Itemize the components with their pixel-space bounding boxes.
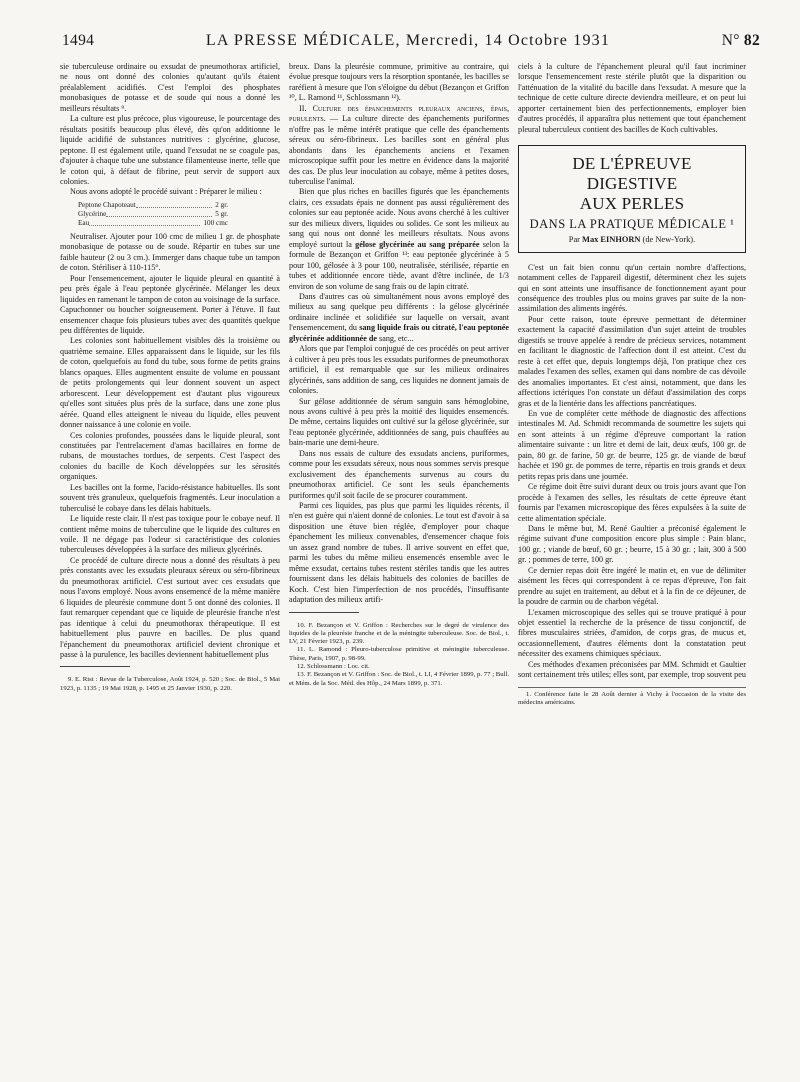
footnote-rule xyxy=(289,612,359,613)
paragraph: Nous avons adopté le procédé suivant : Préparer le milieu : xyxy=(70,187,262,197)
paragraph: Sur gélose additionnée de sérum sanguin sans hémoglobine, nous avons cultivé à peu près la moitié des liquides ensemencés. De même, certains liquides ont cultivé sur la gélose glycérinée, sur l'eau peptonée glycérinée, additionnées de sang, puis chauffées au bain-marie une demi-heure. xyxy=(289,396,509,448)
paragraph: L'examen microscopique des selles qui se trouve pratiqué à pour objet essentiel la recherche de la présence de tissu conjonctif, de fibres musculaires striées, d'amidon, de corps gras, de mucus et, occasionnellement, d'autres éléments dont la constatation peut nécessiter des examens chimiques spéciaux. xyxy=(518,607,746,659)
paragraph: Ces colonies profondes, poussées dans le liquide pleural, sont constituées par l'entrelacement d'amas bacillaires en forme de rubans, de moustaches tordues, de serpents. C'est l'aspect des colonies du bacille de Koch développées sur les sérosités organiques. xyxy=(60,430,280,482)
paragraph: Les colonies sont habituellement visibles dès la troisième ou quatrième semaine. Elles apparaissent dans le liquide, sur les fils de coton, quelquefois au fond du tube, sous forme de petits grains blancs opaques. Elles augmentent ensuite de volume en poussant de petits prolongements qui leur donnent souvent un aspect arborescent. Leur développement est d'autant plus vigoureux qu'elles sont situées plus près de la surface, dans une zone plus aérée. Quand elles atteignent le niveau du liquide, elles peuvent donner naissance à une colonie en voile. xyxy=(60,336,280,430)
section-heading: II. Culture des épanchements pleuraux anciens, épais, purulents. xyxy=(289,103,509,124)
issue-value: 82 xyxy=(743,32,760,49)
footnotes xyxy=(289,619,509,688)
footnote: 1. Conférence faite le 28 Août dernier à Vichy à l'occasion de la visite des médecins américains. xyxy=(518,690,746,707)
paragraph: Dans le même but, M. René Gaultier a préconisé également le régime suivant d'une composition encore plus simple : Pain blanc, 100 gr. ; viande de bœuf, 60 gr. ; beurre, 15 à 30 gr. ; lait, 300 à 500 gr. ; pommes de terre, 100 gr. xyxy=(518,523,746,565)
article-title: DE L'ÉPREUVE DIGESTIVE xyxy=(572,154,692,194)
footnotes xyxy=(518,687,746,708)
emphasis: gélose glycérinée au sang préparée xyxy=(355,239,480,249)
footnote: 12. Schlossmann : Loc. cit. xyxy=(297,663,370,671)
footnote: 11. L. Ramond : Pleuro-tuberculose primitive et méningite tuberculeuse. Thèse, Paris, 1907, p. 98-99. xyxy=(289,646,509,662)
article-subtitle: DANS LA PRATIQUE MÉDICALE ¹ xyxy=(529,217,735,232)
paragraph: Le liquide reste clair. Il n'est pas toxique pour le cobaye neuf. Il contient même moins de tuberculine que le liquide des cultures en voile. Il ne dégage pas l'odeur si caractéristique des colonies tuberculeuses développées à la surface des milieux glycérinés. xyxy=(60,514,280,555)
paragraph: Pour l'ensemencement, ajouter le liquide pleural en quantité à peu près égale à l'eau peptonée glycérinée. Mélanger les deux liquides en ramenant le tampon de coton au voisinage de la surface. Capuchonner ou boucher soigneusement. Porter à l'étuve. Il faut ensemencer chaque fois plusieurs tubes avec des quantités quelque peu différentes de liquide. xyxy=(60,273,280,335)
paragraph: Bien que plus riches en bacilles figurés que les épanchements clairs, ces exsudats épais ne donnent pas aussi régulièrement des colonies sur eau peptonée acide. Nous avons cherché à les cultiver sur des milieux divers, liquides ou solides. Ce sont les milieux au sang qui nous ont donné les meilleurs résultats. Nous avons employé surtout la gélose glycérinée au sang préparée selon la formule de Bezançon et Griffon ¹³: eau peptonée glycérinée à 5 pour 100, gélosée à 3 pour 100, neutralisée, stérilisée, répartie en tubes et additionnée encore tiède, avant d'être inclinée, de 1/3 environ de son volume de sang frais ou de lapin citraté. xyxy=(289,187,510,291)
paragraph: Les bacilles ont la forme, l'acido-résistance habituelles. Ils sont souvent très granuleux, quelquefois fragmentés. Leur inoculation a tuberculisé le cobaye dans les délais habituels. xyxy=(60,482,280,513)
page-header xyxy=(62,32,760,52)
section-paragraph: II. Culture des épanchements pleuraux anciens, épais, purulents. — La culture directe des épanchements puriformes n'offre pas le même intérêt pratique que celle des épanchements séreux ou séro-fibrineux. Les bacilles sont en général plus abondants dans les épanchements anciens et l'examen microscopique suffit pour les mettre en évidence dans la majorité des cas. De plus leur inoculation au cobaye, même à petites doses, tuberculise l'animal. xyxy=(289,103,510,186)
footnote: 9. E. Rist : Revue de la Tuberculose, Août 1924, p. 520 ; Soc. de Biol., 5 Mai 1923, p. 1135 ; 19 Mai 1928, p. 1495 et 25 Janvier 1930, p. 220. xyxy=(60,676,280,692)
journal-title: LA PRESSE MÉDICALE, Mercredi, 14 Octobre 1931 xyxy=(205,32,611,49)
paragraph: Neutraliser. Ajouter pour 100 cmc de milieu 1 gr. de phosphate monobasique de potasse ou de soude. Répartir en tubes sur une faible hauteur (2 ou 3 cm.). Immerger dans chaque tube un tampon de coton. Stériliser à 110-115°. xyxy=(60,231,280,273)
issue-number xyxy=(722,32,760,50)
paragraph: sie tuberculeuse ordinaire ou exsudat de pneumothorax artificiel, ne nous ont donné des colonies qu'autant qu'ils étaient préalablement acidifiés. C'est l'emploi des phosphates monobasiques de potasse et de soude qui nous a donné les meilleurs résultats ⁹. xyxy=(60,62,280,113)
column-2 xyxy=(289,62,509,688)
article-author: Par Max EINHORN (de New-York). xyxy=(568,235,696,245)
paragraph: Ce dernier repas doit être ingéré le matin et, en vue de délimiter aisément les fèces qui correspondent à ce repas d'épreuve, l'on fait prendre au sujet en traitement, au début et à la fin de ce déjeuner, de la poudre de carmin ou de charbon végétal. xyxy=(518,565,746,607)
paragraph: C'est un fait bien connu qu'un certain nombre d'affections, notamment celles de l'appareil digestif, déterminent chez les sujets qui en sont atteints une insuffisance de fonctionnement ayant pour conséquence des troubles plus ou moins graves par suite de la non-assimilation des aliments ingérés. xyxy=(518,262,746,314)
paragraph: Pour cette raison, toute épreuve permettant de déterminer exactement la capacité d'assimilation d'un sujet atteint de troubles digestifs se trouve appelée à rendre de précieux services, notamment en facilitant le diagnostic de l'affection dont il est atteint. C'est du reste à cet effet que, depuis longtemps déjà, l'on pratique chez ces malades l'examen des selles, examen qui dans nombre de cas dévoile des anomalies importantes. Et c'est ainsi, notamment, que dans les affections ictériques l'on constate un défaut d'assimilation des corps gras et de la lientérie dans les affections pancréatiques. xyxy=(518,314,746,408)
footnotes xyxy=(60,673,280,693)
paragraph: Dans nos essais de culture des exsudats anciens, puriformes, comme pour les exsudats séreux, nous nous sommes servis presque exclusivement des épanchements survenus au cours du pneumothorax artificiel. Ce sont les seuls épanchements puriformes qu'il soit facile de se procurer couramment. xyxy=(289,448,509,500)
paragraph: Parmi ces liquides, pas plus que parmi les liquides récents, il n'en est guère qui n'aient donné de colonies. Le tout est d'avoir à sa disposition une étuve bien réglée, d'employer pour chaque épanchement les milieux convenables, d'ensemencer chaque fois un assez grand nombre de tubes. Il arrive souvent en effet que, parmi les tubes du même milieu ensemencés ensemble avec le même exsudat, certains tubes restent stériles tandis que les autres fournissent dans les délais habituels des colonies de bacilles de Koch. C'est bien l'imperfection de nos procédés, l'insuffisante adaptation des milieux artifi- xyxy=(289,501,509,605)
paragraph: Ces méthodes d'examen préconisées par MM. Schmidt et Gaultier sont certainement très utiles; elles sont, par exemple, trop souvent peu xyxy=(518,659,746,680)
footnote-rule xyxy=(60,666,130,667)
footnote: 10. F. Bezançon et V. Griffon : Recherches sur le degré de virulence des liquides de la pleurésie franche et de la méningite tuberculeuse. Soc. de Biol., t. LV, 21 Février 1923, p. 239. xyxy=(289,621,509,646)
paragraph: Dans d'autres cas où simultanément nous avons employé des milieux au sang quelque peu différents : la gélose glycérinée ordinaire inclinée et solidifiée sur laquelle on versait, avant l'ensemencement, du sang liquide frais ou citraté, l'eau peptonée glycérinée additionnée de sang, etc... xyxy=(289,291,510,343)
footnote: 13. F. Bezançon et V. Griffon : Soc. de Biol., t. LI, 4 Février 1899, p. 77 ; Bull. et Mém. de la Soc. Méd. des Hôp., 24 Mars 1899, p. 371. xyxy=(289,671,509,687)
paragraph: breux. Dans la pleurésie commune, primitive au contraire, qui évolue presque toujours vers la résorption spontanée, les bacilles se raréfient à mesure que l'on s'éloigne du début (Bezançon et Griffon ¹⁰, L. Ramond ¹¹, Schlossmann ¹²). xyxy=(289,62,509,103)
paragraph: En vue de compléter cette méthode de diagnostic des affections intestinales M. Ad. Schmidt recommanda de soumettre les sujets qui en sont atteints à un régime d'épreuve comportant la ration alimentaire suivante : un litre et demi de lait, deux œufs, 100 gr. de pain, 80 gr. de farine, 50 gr. de beurre, 125 gr. de viande de bœuf hachée et 190 gr. de pommes de terre, répartis en trois grands et deux petits repas pris dans une journée. xyxy=(518,408,746,481)
author-name: Max EINHORN xyxy=(582,235,641,245)
paragraph: Alors que par l'emploi conjugué de ces procédés on peut arriver à cultiver à peu près tous les exsudats puriformes de pneumothorax artificiel, il est remarquable que sur les milieux ordinaires glycérinés, sans addition de sang, ces liquides ne donnent jamais de colonies. xyxy=(289,344,509,396)
paragraph: La culture est plus précoce, plus vigoureuse, le pourcentage des résultats positifs beaucoup plus élevé, dès qu'on additionne le liquide acidifié de substances nutritives : glycérine, glucose, peptone. Il est également utile, quand l'exsudat ne se coagule pas, d'ajouter à chaque tube une substance filamenteuse inerte, telle que le coton qui, à défaut de fibrine, peut servir de support aux colonies. xyxy=(60,114,280,186)
column-3 xyxy=(518,62,746,707)
article-heading-box xyxy=(518,145,746,252)
recipe-item: Eau 100 cmc xyxy=(78,218,228,227)
emphasis: sang liquide frais ou citraté, l'eau peptonée glycérinée additionnée de xyxy=(289,323,510,343)
article-title-line-2: AUX PERLES xyxy=(579,194,685,214)
issue-label: N° xyxy=(721,32,740,49)
paragraph: Ce procédé de culture directe nous a donné des résultats à peu près constants avec les exsudats pleuraux séreux ou séro-fibrineux du pneumothorax artificiel. C'est surtout avec ces exsudats que nous l'avons employé. Nous avons ensemencé de la même manière 6 liquides de pleurésie commune dont 5 ont donné des colonies. Il faut remarquer cependant que ce liquide de pleurésie franche n'est pas identique à celui du pneumothorax thérapeutique. Il est habituellement plus pauvre en bacilles. De plus quand l'épanchement du pneumothorax artificiel devient chronique et passe à la purulence, les bacilles deviennent habituellement plus xyxy=(60,555,280,660)
recipe-list xyxy=(78,201,280,228)
column-1 xyxy=(60,62,280,693)
recipe-item: Glycérine 5 gr. xyxy=(78,209,228,218)
paragraph: ciels à la culture de l'épanchement pleural qu'il faut incriminer lorsque l'ensemencement reste stérile plutôt que la disparition ou l'atténuation de la vitalité du bacille dans l'exsudat. A mesure que la technique de cette culture directe deviendra meilleure, et on peut lui apporter certainement bien des perfectionnements, employer bien d'autres procédés, il apparaîtra plus nettement que tout épanchement pleural tuberculeux contient des bacilles de Koch cultivables. xyxy=(518,62,746,134)
page-number: 1494 xyxy=(62,32,95,49)
paragraph: Ce régime doit être suivi durant deux ou trois jours avant que l'on procède à l'examen des selles, les résultats de cette épreuve étant fournis par l'examen microscopique des fèces expulsées à la suite de cette alimentation spéciale. xyxy=(518,482,746,523)
recipe-item: Peptone Chapoteaut 2 gr. xyxy=(78,200,228,209)
